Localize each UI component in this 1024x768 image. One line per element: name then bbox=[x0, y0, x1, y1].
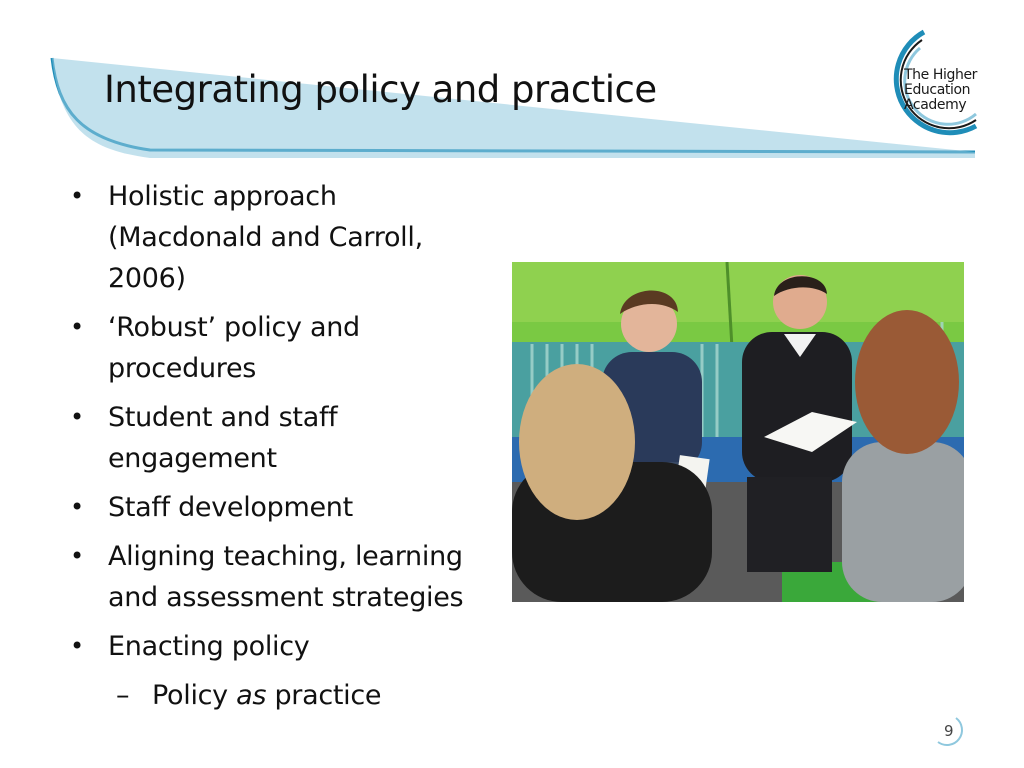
bullet-icon: • bbox=[70, 493, 84, 521]
bullet-text: Holistic approach (Macdonald and Carroll, 2006) bbox=[108, 181, 423, 294]
sub-bullet-item bbox=[108, 675, 476, 716]
bullet-text: Aligning teaching, learning and assessment strategies bbox=[108, 541, 464, 613]
bullet-text: Student and staff engagement bbox=[108, 402, 338, 474]
bullet-item bbox=[66, 397, 476, 479]
bullet-item bbox=[66, 626, 476, 716]
bullet-icon: • bbox=[70, 542, 84, 570]
bullet-icon: • bbox=[70, 182, 84, 210]
slide-title: Integrating policy and practice bbox=[104, 68, 657, 111]
bullet-list bbox=[66, 176, 476, 724]
bullet-item bbox=[66, 307, 476, 389]
bullet-text: ‘Robust’ policy and procedures bbox=[108, 312, 360, 384]
sub-bullet-text-start: Policy bbox=[152, 680, 237, 711]
logo-line-3: Academy bbox=[904, 97, 967, 113]
bullet-icon: • bbox=[70, 632, 84, 660]
logo-line-2: Education bbox=[904, 82, 971, 98]
bullet-item bbox=[66, 536, 476, 618]
bullet-text: Staff development bbox=[108, 492, 353, 523]
page-number: 9 bbox=[944, 722, 954, 740]
bullet-text: Enacting policy bbox=[108, 631, 310, 662]
discussion-photo bbox=[512, 262, 964, 602]
dash-icon: – bbox=[116, 680, 130, 711]
logo-line-1: The Higher bbox=[904, 67, 978, 83]
sub-bullet-list bbox=[108, 675, 476, 716]
discussion-photo-illustration bbox=[512, 262, 964, 602]
bullet-icon: • bbox=[70, 313, 84, 341]
bullet-item bbox=[66, 176, 476, 299]
bullet-item bbox=[66, 487, 476, 528]
logo-wordmark bbox=[904, 68, 977, 113]
sub-bullet-text-end: practice bbox=[266, 680, 382, 711]
sub-bullet-emphasis: as bbox=[236, 680, 267, 711]
bullet-icon: • bbox=[70, 403, 84, 431]
